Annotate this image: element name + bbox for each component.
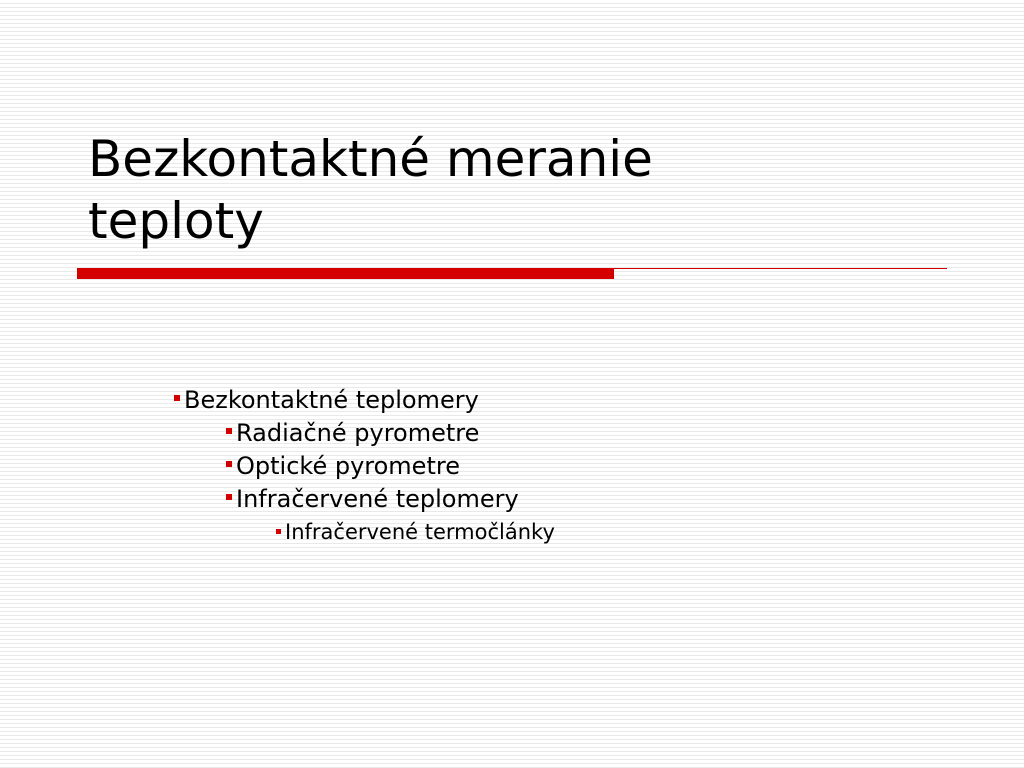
bullet-text: Infračervené termočlánky	[285, 520, 555, 544]
bullet-item	[0, 450, 1024, 483]
square-bullet-icon	[226, 494, 232, 500]
bullet-item	[0, 384, 1024, 417]
square-bullet-icon	[226, 461, 232, 467]
bullet-text: Radiačné pyrometre	[236, 419, 480, 447]
title-underline-thin	[614, 268, 947, 269]
bullet-list	[0, 384, 1024, 549]
slide-title: Bezkontaktné meranie teploty	[88, 130, 653, 250]
square-bullet-icon	[226, 428, 232, 434]
title-underline-thick	[77, 268, 614, 279]
bullet-item	[0, 483, 1024, 516]
square-bullet-icon	[174, 395, 180, 401]
square-bullet-icon	[276, 529, 281, 534]
bullet-text: Optické pyrometre	[236, 452, 460, 480]
bullet-item	[0, 516, 1024, 549]
bullet-text: Infračervené teplomery	[236, 485, 519, 513]
bullet-item	[0, 417, 1024, 450]
bullet-text: Bezkontaktné teplomery	[184, 386, 479, 414]
